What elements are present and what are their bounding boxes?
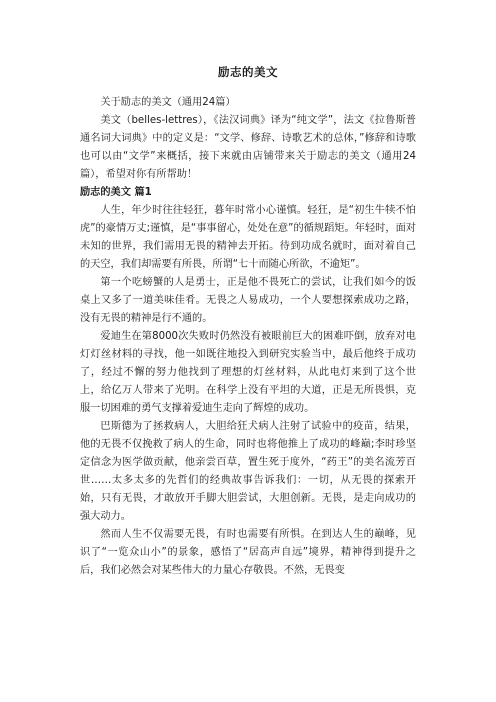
section-heading: 励志的美文 篇1 xyxy=(80,187,152,198)
body-paragraph: 爱迪生在第8000次失败时仍然没有被眼前巨大的困难吓倒，放弃对电灯灯丝材料的寻找，他一如既往地投入到研究实验当中，最后他终于成功了，经过不懈的努力他找到了理想的灯丝材料，从此电灯来到了这个世上，给亿万人带来了光明。在科学上没有平坦的大道，正是无所畏惧，克服一切困难的勇气支撑着爱迪生走向了辉煌的成功。 xyxy=(80,331,416,414)
body-paragraph: 巴斯德为了拯救病人，大胆给狂犬病人注射了试验中的疫苗，结果，他的无畏不仅挽救了病人的生命，同时也将他推上了成功的峰巅;李时珍坚定信念为医学做贡献，他亲尝百草，置生死于度外，“药王”的美名流芳百世……太多太多的先哲们的经典故事告诉我们：一切，从无畏的探索开始，只有无畏，才敢放开手脚大胆尝试，大胆创新。无畏，是走向成功的强大动力。 xyxy=(80,421,416,522)
document-title: 励志的美文 xyxy=(218,65,278,79)
body-paragraph: 人生，年少时往往轻狂，暮年时常小心谨慎。轻狂，是“初生牛犊不怕虎”的豪情万丈;谨慎，是“事事留心，处处在意”的循规蹈矩。年轻时，面对未知的世界，我们需用无畏的精神去开拓。待到功成名就时，面对着自己的天空，我们却需要有所畏，所谓“七十而随心所欲，不逾矩”。 xyxy=(80,205,416,270)
intro-paragraph: 美文（belles-lettres），《法汉词典》译为“纯文学”，法文《拉鲁斯普通名词大词典》中的定义是：“文学、修辞、诗歌艺术的总体，”修辞和诗歌也可以由“文学”来概括，接下来就由店铺带来关于励志的美文（通用24篇），希望对你有所帮助！ xyxy=(80,115,416,180)
body-paragraph: 然而人生不仅需要无畏，有时也需要有所惧。在到达人生的巅峰，见识了“一览众山小”的景象，感悟了“居高声自远”境界，精神得到提升之后，我们必然会对某些伟大的力量心存敬畏。不然，无畏变 xyxy=(80,529,416,576)
intro-line: 关于励志的美文（通用24篇） xyxy=(100,97,236,108)
body-paragraph: 第一个吃螃蟹的人是勇士，正是他不畏死亡的尝试，让我们如今的饭桌上又多了一道美味佳肴。无畏之人易成功，一个人要想探索成功之路，没有无畏的精神是行不通的。 xyxy=(80,277,416,324)
